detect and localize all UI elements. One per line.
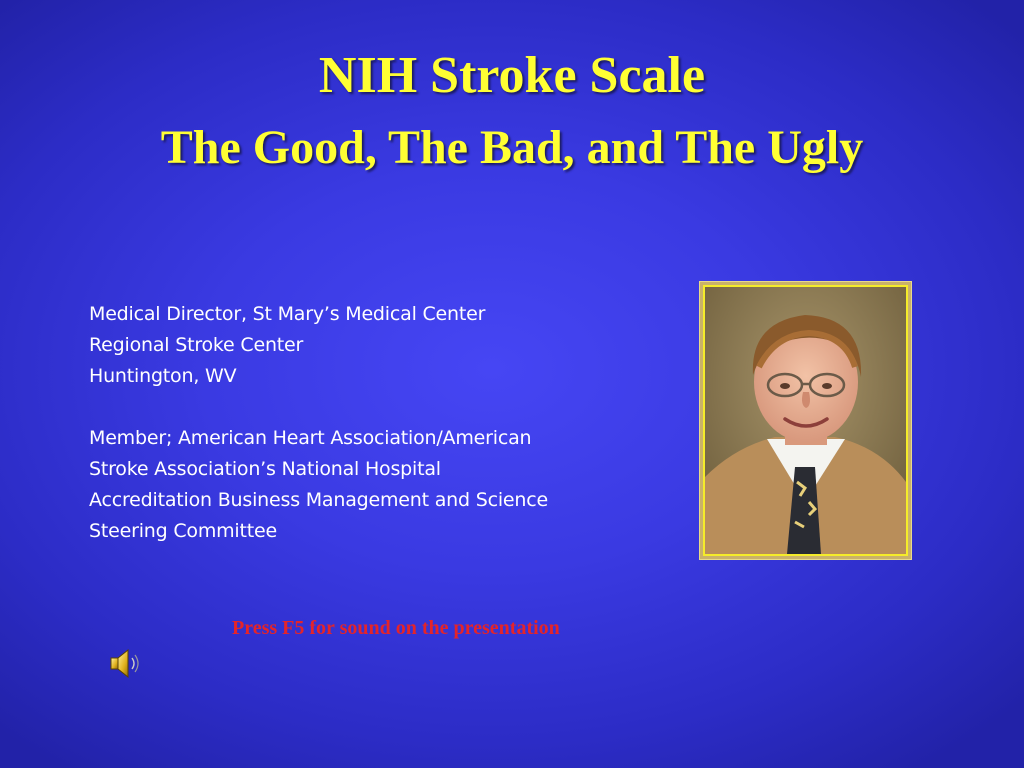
slide-title: NIH Stroke Scale [318,47,706,104]
affiliation-line: Medical Director, St Mary’s Medical Center [89,303,486,325]
slide-subtitle: The Good, The Bad, and The Ugly [160,121,864,174]
membership-block [89,423,649,547]
portrait-illustration [705,287,906,554]
membership-line: Steering Committee [89,520,277,542]
speaker-icon[interactable] [106,644,146,684]
affiliation-line: Huntington, WV [89,365,237,387]
membership-line: Accreditation Business Management and Science [89,489,548,511]
membership-line: Stroke Association’s National Hospital [89,458,441,480]
affiliation-line: Regional Stroke Center [89,334,304,356]
sound-instruction: Press F5 for sound on the presentation [232,617,560,639]
affiliation-block [89,299,649,392]
presenter-photo-frame [699,281,912,560]
presenter-portrait [703,285,908,556]
speaker-glyph [106,644,146,684]
membership-line: Member; American Heart Association/American [89,427,532,449]
